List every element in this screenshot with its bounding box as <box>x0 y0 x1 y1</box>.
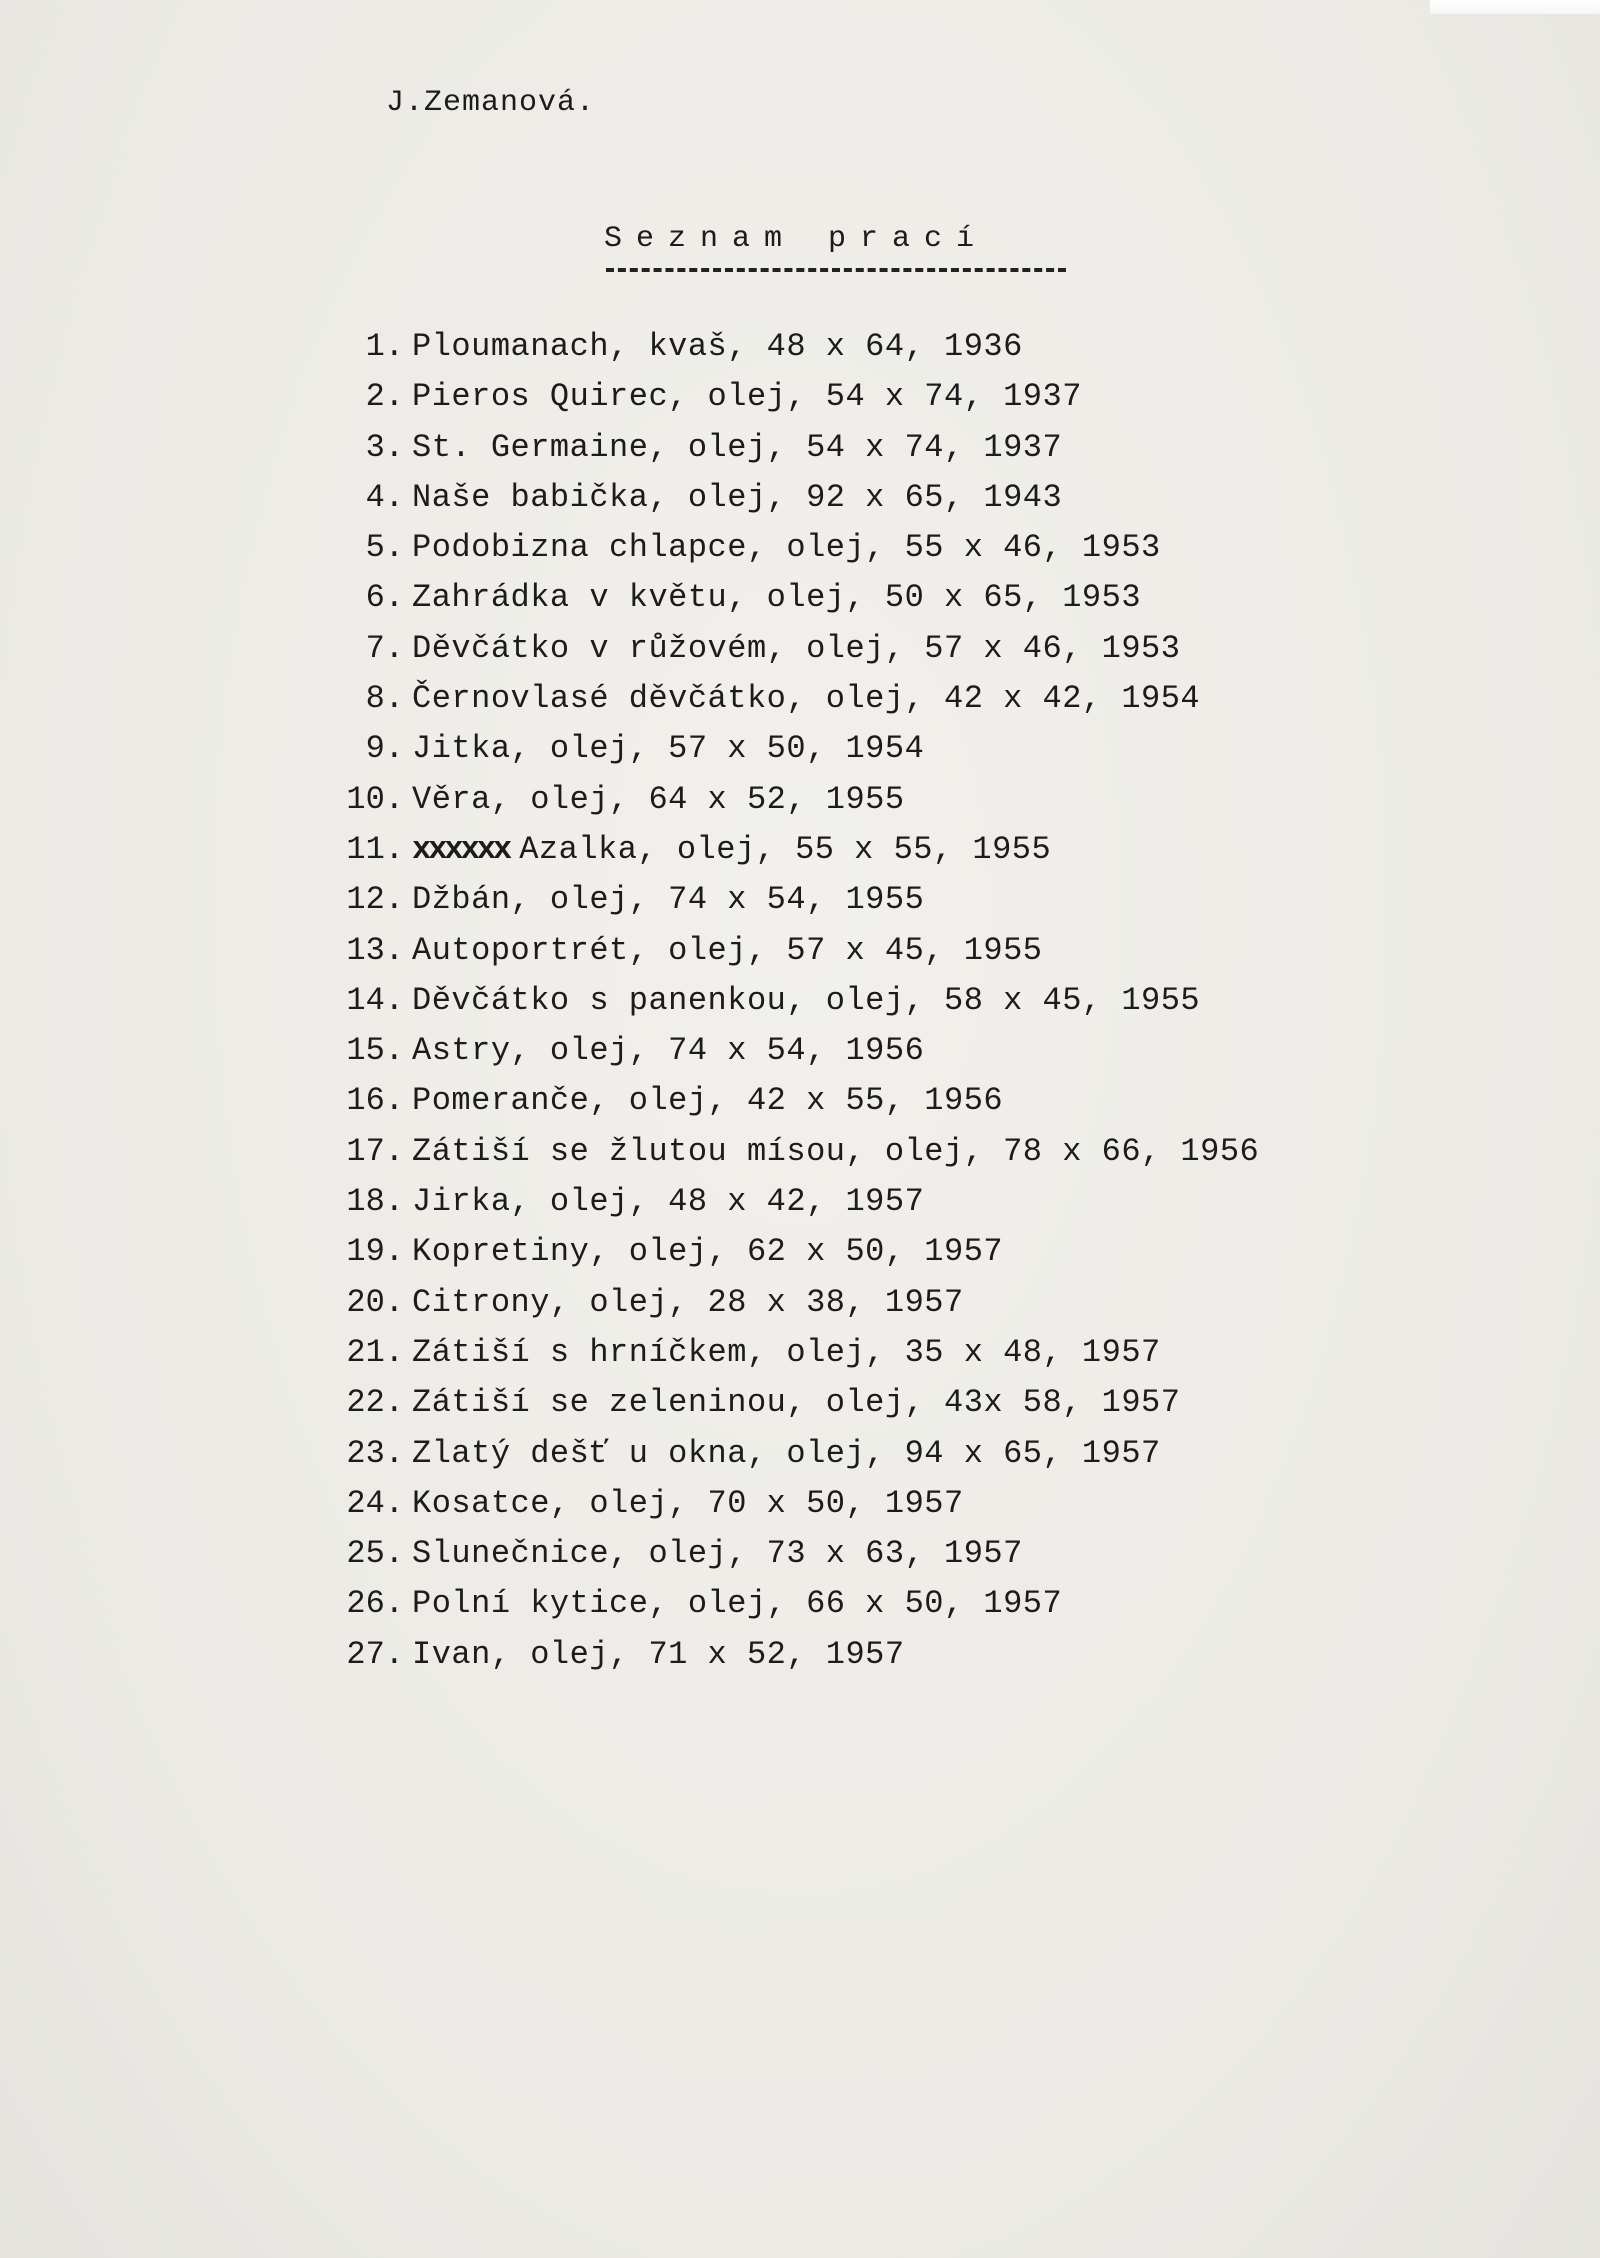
list-item <box>330 372 1259 422</box>
struck-out-text: xxxxxx <box>412 830 510 868</box>
item-number: 15. <box>346 1032 404 1070</box>
item-text: Věra, olej, 64 x 52, 1955 <box>412 780 905 818</box>
list-item <box>330 1429 1259 1479</box>
item-text: Černovlasé děvčátko, olej, 42 x 42, 1954 <box>412 680 1201 718</box>
item-number: 22. <box>346 1384 404 1422</box>
item-text: Děvčátko v růžovém, olej, 57 x 46, 1953 <box>412 629 1181 667</box>
item-number: 17. <box>346 1132 404 1170</box>
item-text: Zátiší s hrníčkem, olej, 35 x 48, 1957 <box>412 1333 1161 1371</box>
item-number: 26. <box>346 1585 404 1623</box>
item-text: Kosatce, olej, 70 x 50, 1957 <box>412 1484 964 1522</box>
item-text: Pieros Quirec, olej, 54 x 74, 1937 <box>412 378 1082 416</box>
item-text: Podobizna chlapce, olej, 55 x 46, 1953 <box>412 529 1161 567</box>
item-number: 8. <box>365 680 404 718</box>
item-number: 1. <box>365 328 404 365</box>
list-item <box>330 1076 1259 1126</box>
item-number: 12. <box>346 881 404 919</box>
item-text: Azalka, olej, 55 x 55, 1955 <box>519 830 1052 868</box>
item-number: 21. <box>346 1333 404 1371</box>
list-item <box>330 624 1259 674</box>
list-item <box>330 1177 1259 1227</box>
list-item <box>330 523 1259 573</box>
item-text: Kopretiny, olej, 62 x 50, 1957 <box>412 1233 1004 1271</box>
item-text: Naše babička, olej, 92 x 65, 1943 <box>412 478 1063 516</box>
list-item <box>330 1378 1259 1428</box>
item-text: Autoportrét, olej, 57 x 45, 1955 <box>412 931 1043 969</box>
item-number: 6. <box>365 579 404 617</box>
item-text: Zlatý dešť u okna, olej, 94 x 65, 1957 <box>412 1434 1161 1472</box>
item-number: 3. <box>365 428 404 466</box>
list-item <box>330 1479 1259 1529</box>
item-text: Džbán, olej, 74 x 54, 1955 <box>412 881 925 919</box>
item-text: Ivan, olej, 71 x 52, 1957 <box>412 1635 905 1673</box>
item-number: 19. <box>346 1233 404 1271</box>
list-item <box>330 423 1259 473</box>
list-item <box>330 473 1259 523</box>
item-number: 11. <box>346 830 404 868</box>
item-number: 25. <box>346 1535 404 1573</box>
item-text: Polní kytice, olej, 66 x 50, 1957 <box>412 1585 1063 1623</box>
item-number: 13. <box>346 931 404 969</box>
item-number: 4. <box>365 478 404 516</box>
list-item <box>330 875 1259 925</box>
list-item <box>330 976 1259 1026</box>
item-text: Zátiší se žlutou mísou, olej, 78 x 66, 1956 <box>412 1132 1260 1170</box>
author-name: J.Zemanová. <box>386 86 596 120</box>
item-text: Ploumanach, kvaš, 48 x 64, 1936 <box>412 328 1023 365</box>
item-number: 27. <box>346 1635 404 1673</box>
title-underline <box>606 268 1066 272</box>
item-text: Jitka, olej, 57 x 50, 1954 <box>412 730 925 768</box>
item-text: Zahrádka v květu, olej, 50 x 65, 1953 <box>412 579 1142 617</box>
list-item <box>330 1529 1259 1579</box>
item-number: 20. <box>346 1283 404 1321</box>
list-item <box>330 573 1259 623</box>
item-text-with-strikeover <box>412 825 1051 875</box>
list-item <box>330 1630 1259 1680</box>
item-number: 5. <box>365 529 404 567</box>
list-item <box>330 775 1259 825</box>
page-title: Seznam prací <box>604 222 989 256</box>
list-item <box>330 1328 1259 1378</box>
item-number: 24. <box>346 1484 404 1522</box>
item-text: Astry, olej, 74 x 54, 1956 <box>412 1032 925 1070</box>
item-number: 23. <box>346 1434 404 1472</box>
list-item <box>330 825 1259 875</box>
item-text: Slunečnice, olej, 73 x 63, 1957 <box>412 1535 1023 1573</box>
item-text: St. Germaine, olej, 54 x 74, 1937 <box>412 428 1063 466</box>
list-item <box>330 1127 1259 1177</box>
item-number: 16. <box>346 1082 404 1120</box>
item-number: 9. <box>365 730 404 768</box>
list-item <box>330 674 1259 724</box>
list-item <box>330 724 1259 774</box>
paper-corner <box>1430 0 1600 14</box>
works-list <box>330 322 1259 1680</box>
item-text: Citrony, olej, 28 x 38, 1957 <box>412 1283 964 1321</box>
item-number: 14. <box>346 981 404 1019</box>
item-text: Pomeranče, olej, 42 x 55, 1956 <box>412 1082 1004 1120</box>
item-text: Jirka, olej, 48 x 42, 1957 <box>412 1183 925 1221</box>
item-number: 2. <box>365 378 404 416</box>
list-item <box>330 322 1259 372</box>
item-number: 7. <box>365 629 404 667</box>
list-item <box>330 926 1259 976</box>
list-item <box>330 1278 1259 1328</box>
item-text: Děvčátko s panenkou, olej, 58 x 45, 1955 <box>412 981 1201 1019</box>
list-item <box>330 1026 1259 1076</box>
item-number: 10. <box>346 780 404 818</box>
item-number: 18. <box>346 1183 404 1221</box>
item-text: Zátiší se zeleninou, olej, 43x 58, 1957 <box>412 1384 1181 1422</box>
list-item <box>330 1579 1259 1629</box>
list-item <box>330 1227 1259 1277</box>
